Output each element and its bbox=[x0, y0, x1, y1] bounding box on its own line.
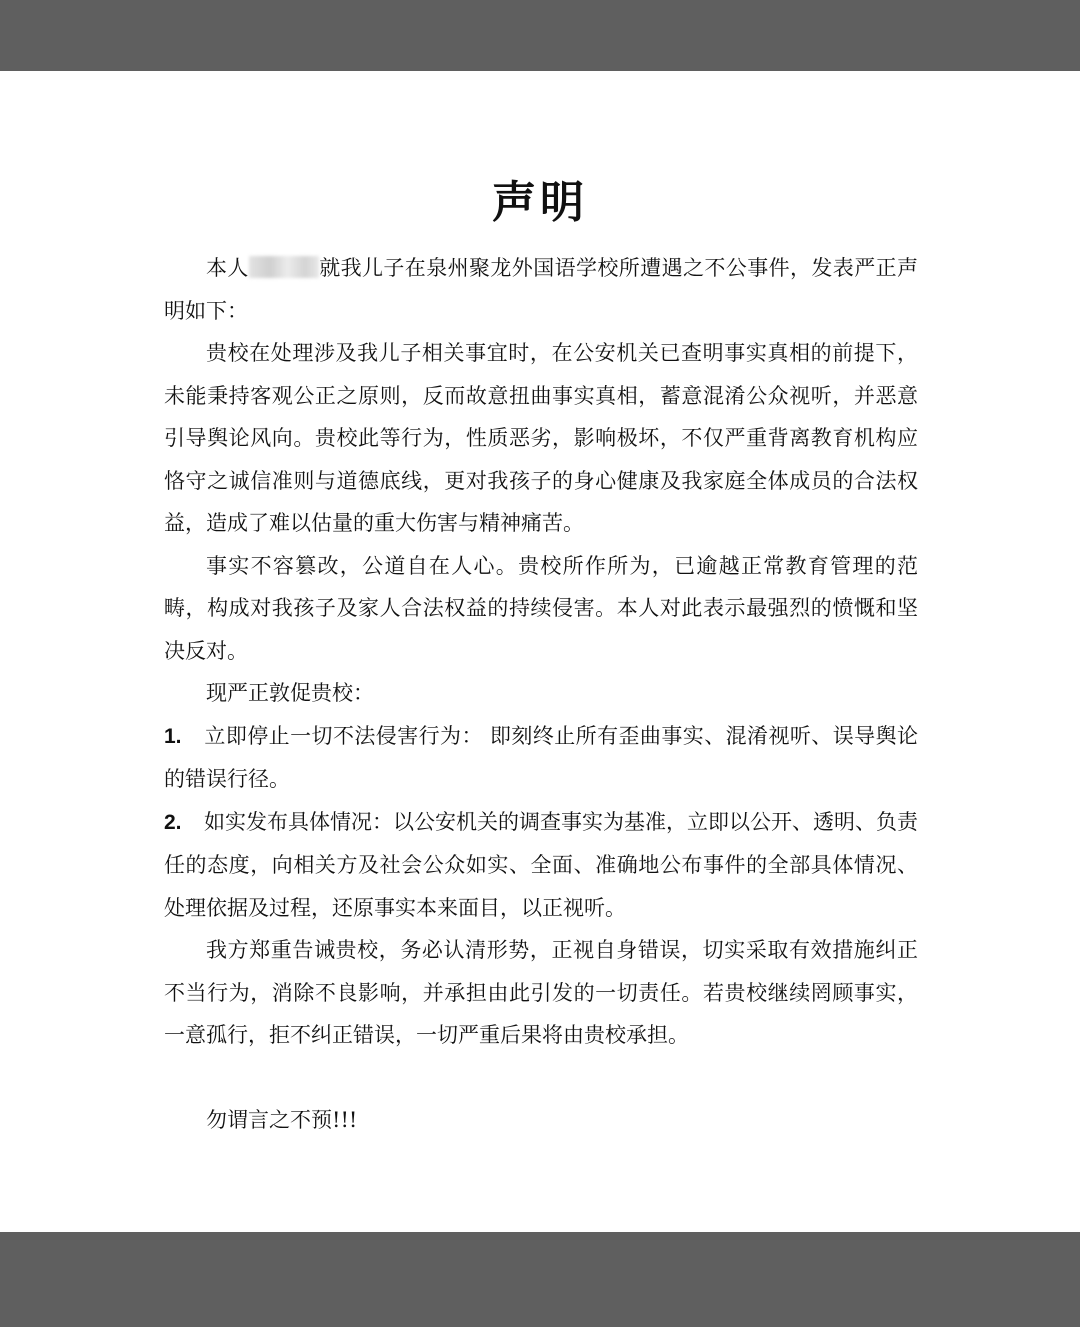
document-title: 声明 bbox=[492, 177, 588, 228]
document-page bbox=[0, 71, 1080, 1232]
top-dark-bar bbox=[0, 0, 1080, 71]
redacted-name-blur bbox=[249, 256, 319, 278]
closing-line: 勿谓言之不预!!! bbox=[206, 1107, 358, 1132]
blank-line bbox=[164, 1057, 918, 1099]
intro-paragraph bbox=[164, 247, 918, 332]
demand-number: 2. bbox=[164, 810, 182, 834]
body-paragraph-1: 贵校在处理涉及我儿子相关事宜时，在公安机关已查明事实真相的前提下，未能秉持客观公正之原则，反而故意扭曲事实真相，蓄意混淆公众视听，并恶意引导舆论风向。贵校此等行为，性质恶劣，影响极坏，不仅严重背离教育机构应恪守之诚信准则与道德底线，更对我孩子的身心健康及我家庭全体成员的合法权益，造成了难以估量的重大伤害与精神痛苦。 bbox=[164, 341, 918, 535]
demand-text: 如实发布具体情况：以公安机关的调查事实为基准，立即以公开、透明、负责任的态度，向相关方及社会公众如实、全面、准确地公布事件的全部具体情况、处理依据及过程，还原事实本来面目，以正视听。 bbox=[164, 809, 918, 920]
demand-number: 1. bbox=[164, 724, 182, 748]
demand-item-1 bbox=[164, 715, 918, 801]
body-paragraph-2: 事实不容篡改，公道自在人心。贵校所作所为，已逾越正常教育管理的范畴，构成对我孩子及家人合法权益的持续侵害。本人对此表示最强烈的愤慨和坚决反对。 bbox=[164, 553, 918, 663]
demand-intro: 现严正敦促贵校： bbox=[206, 681, 374, 705]
bottom-dark-bar bbox=[0, 1232, 1080, 1327]
warning-paragraph: 我方郑重告诫贵校，务必认清形势，正视自身错误，切实采取有效措施纠正不当行为，消除不良影响，并承担由此引发的一切责任。若贵校继续罔顾事实，一意孤行，拒不纠正错误，一切严重后果将由贵校承担。 bbox=[164, 938, 918, 1047]
intro-prefix: 本人 bbox=[206, 256, 249, 280]
intro-suffix: 就我儿子在泉州聚龙外国语学校所遭遇之不公事件，发表严正声明如下： bbox=[164, 256, 919, 323]
document-body bbox=[164, 247, 918, 1141]
demand-item-2 bbox=[164, 801, 918, 930]
demand-text: 立即停止一切不法侵害行为： 即刻终止所有歪曲事实、混淆视听、误导舆论的错误行径。 bbox=[164, 723, 918, 791]
